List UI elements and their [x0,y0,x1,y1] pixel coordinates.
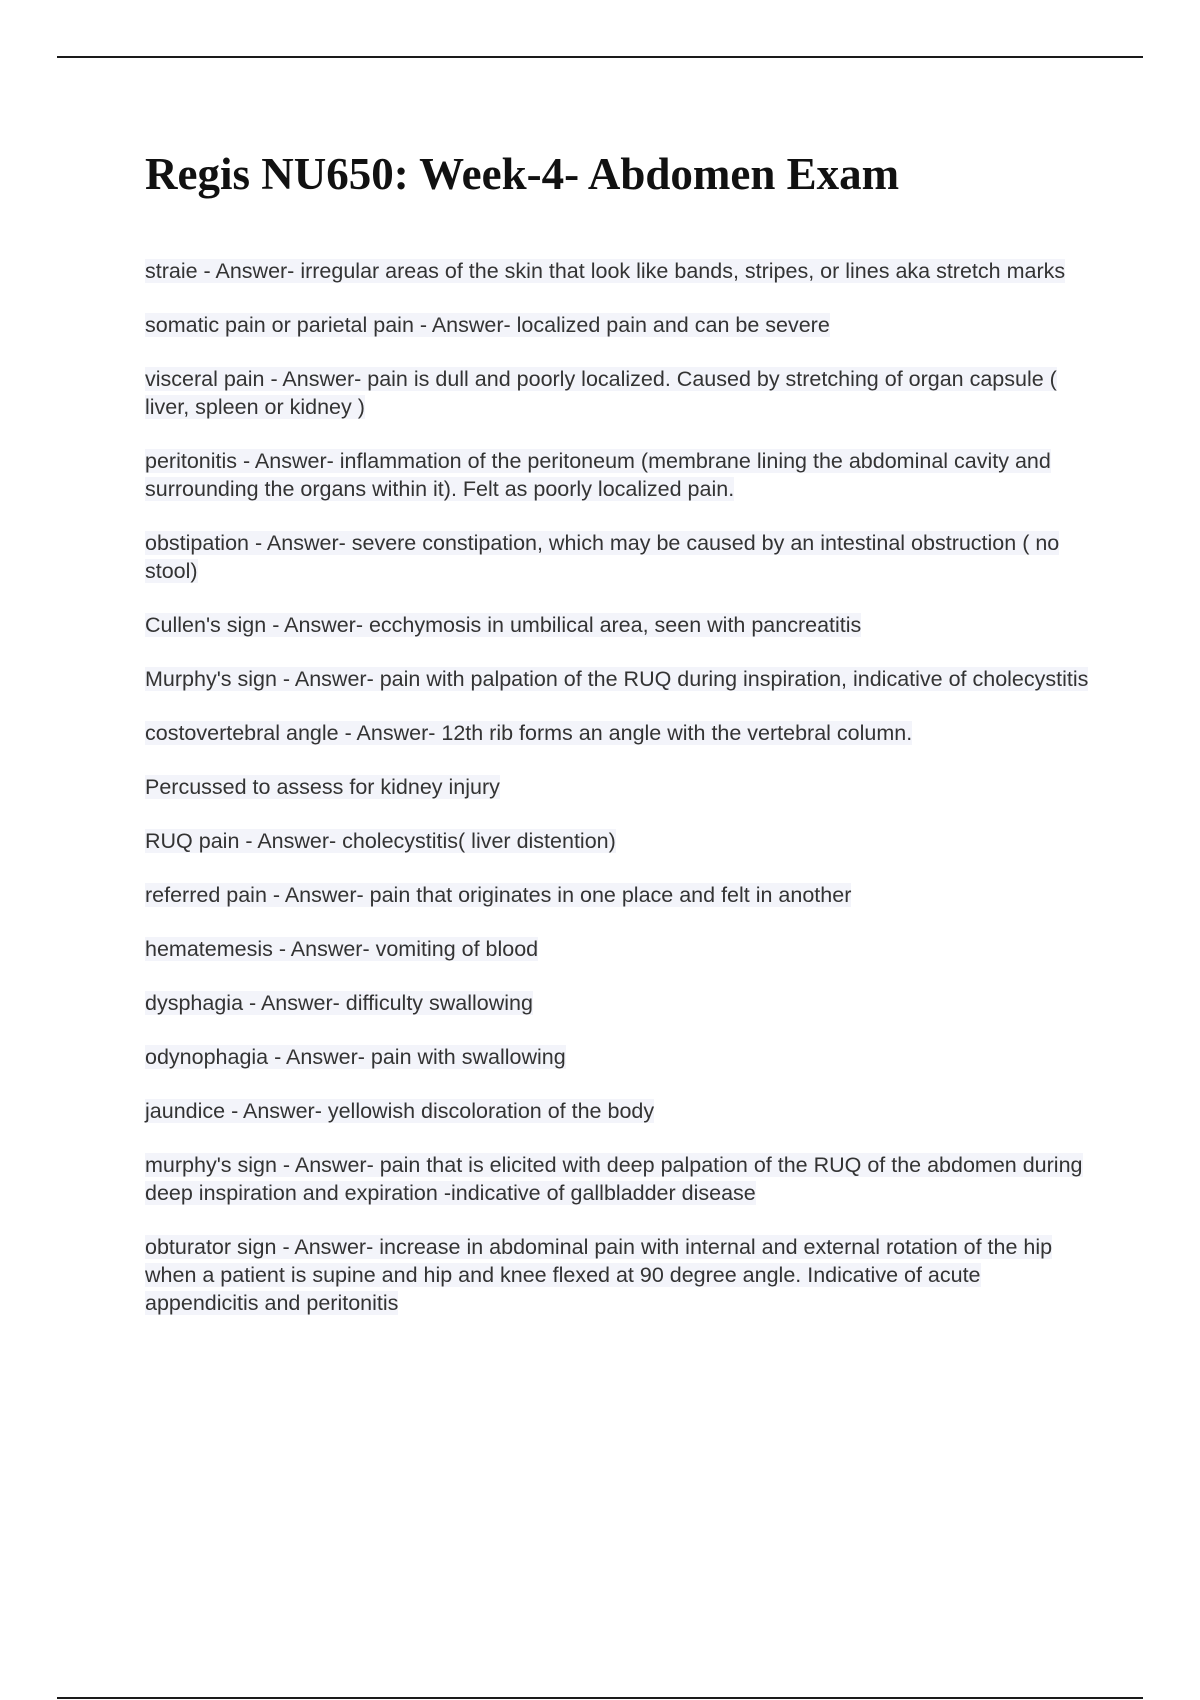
list-item [145,881,1090,909]
page-title: Regis NU650: Week-4- Abdomen Exam [145,149,900,199]
entry-text: visceral pain - Answer- pain is dull and poorly localized. Caused by stretching of organ capsule ( liver, spleen or kidney ) [145,367,1057,419]
list-item [145,447,1090,503]
top-divider [57,56,1143,58]
list-item [145,989,1090,1017]
list-item [145,719,1090,747]
list-item [145,257,1090,285]
entry-text: dysphagia - Answer- difficulty swallowing [145,991,533,1015]
entry-text: Murphy's sign - Answer- pain with palpation of the RUQ during inspiration, indicative of cholecystitis [145,667,1089,691]
list-item [145,935,1090,963]
entry-text: odynophagia - Answer- pain with swallowing [145,1045,566,1069]
list-item [145,773,1090,801]
entry-text: somatic pain or parietal pain - Answer- localized pain and can be severe [145,313,830,337]
entry-text: Cullen's sign - Answer- ecchymosis in umbilical area, seen with pancreatitis [145,613,862,637]
entry-text: referred pain - Answer- pain that originates in one place and felt in another [145,883,852,907]
entry-text: RUQ pain - Answer- cholecystitis( liver distention) [145,829,616,853]
entry-text: peritonitis - Answer- inflammation of the peritoneum (membrane lining the abdominal cavity and surrounding the organs within it). Felt as poorly localized pain. [145,449,1051,501]
entry-text: Percussed to assess for kidney injury [145,775,500,799]
bottom-divider [57,1697,1143,1699]
entry-text: obstipation - Answer- severe constipation, which may be caused by an intestinal obstruction ( no stool) [145,531,1060,583]
entry-text: costovertebral angle - Answer- 12th rib forms an angle with the vertebral column. [145,721,913,745]
list-item [145,311,1090,339]
flashcard-list [145,257,1090,1343]
list-item [145,1151,1090,1207]
entry-text: hematemesis - Answer- vomiting of blood [145,937,539,961]
list-item [145,665,1090,693]
list-item [145,1233,1090,1317]
entry-text: jaundice - Answer- yellowish discoloration of the body [145,1099,655,1123]
list-item [145,365,1090,421]
list-item [145,1097,1090,1125]
list-item [145,1043,1090,1071]
list-item [145,827,1090,855]
list-item [145,611,1090,639]
entry-text: straie - Answer- irregular areas of the skin that look like bands, stripes, or lines aka stretch marks [145,259,1066,283]
entry-text: murphy's sign - Answer- pain that is elicited with deep palpation of the RUQ of the abdomen during deep inspiration and expiration -indicative of gallbladder disease [145,1153,1083,1205]
list-item [145,529,1090,585]
entry-text: obturator sign - Answer- increase in abdominal pain with internal and external rotation of the hip when a patient is supine and hip and knee flexed at 90 degree angle. Indicative of acute appendicitis and peritonitis [145,1235,1053,1315]
